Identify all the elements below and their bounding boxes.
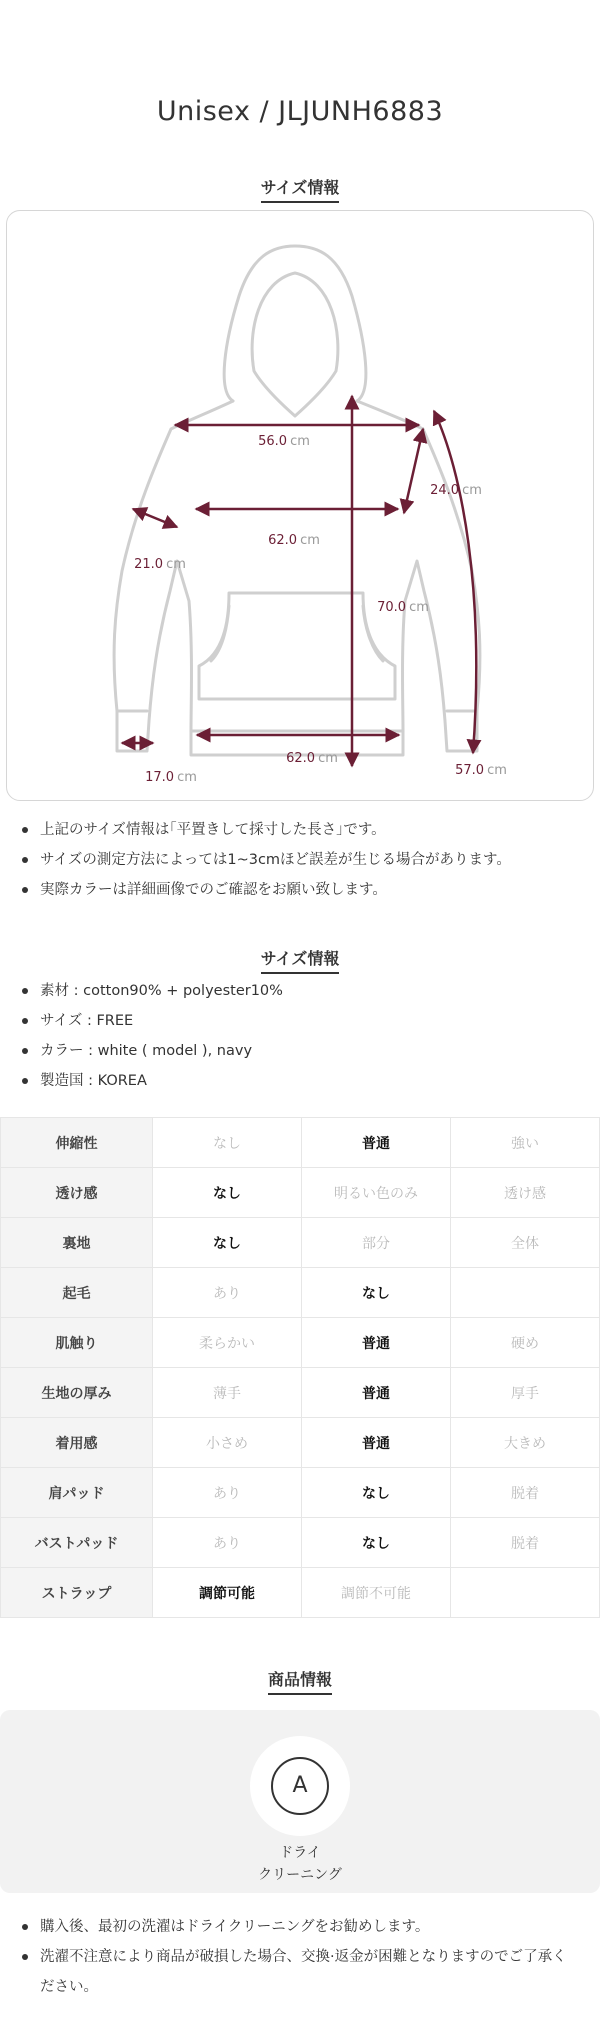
attribute-row (1, 1218, 600, 1268)
svg-text:17.0cm (145, 770, 197, 785)
attribute-row (1, 1268, 600, 1318)
unit-shoulder: cm (290, 434, 310, 449)
size-diagram (6, 210, 594, 801)
attribute-row (1, 1518, 600, 1568)
care-box (0, 1710, 600, 1893)
attribute-option-selected: なし (153, 1168, 302, 1218)
size-note: 上記のサイズ情報は｢平置きして採寸した長さ｣です。 (20, 815, 580, 845)
attribute-option: 大きめ (451, 1418, 600, 1468)
attribute-label: バストパッド (1, 1518, 153, 1568)
attribute-row (1, 1568, 600, 1618)
label-sleeve-length: 57.0 (455, 763, 485, 778)
attribute-option-selected: なし (302, 1518, 451, 1568)
label-shoulder: 56.0 (258, 434, 288, 449)
dry-clean-icon: A (271, 1757, 329, 1815)
care-symbol-circle (250, 1736, 350, 1836)
attribute-option: 部分 (302, 1218, 451, 1268)
label-cuff: 17.0 (145, 770, 175, 785)
label-chest: 62.0 (268, 533, 298, 548)
hoodie-outline (114, 246, 480, 755)
product-info-notes (20, 1912, 580, 2002)
svg-text:57.0cm (455, 763, 507, 778)
product-title: Unisex / JLJUNH6883 (156, 96, 444, 127)
attribute-option-selected: なし (302, 1468, 451, 1518)
product-info-heading (0, 1667, 600, 1695)
attribute-label: 着用感 (1, 1418, 153, 1468)
attribute-option: あり (153, 1268, 302, 1318)
unit-hem: cm (318, 751, 338, 766)
attribute-option-selected: なし (153, 1218, 302, 1268)
attribute-table (0, 1117, 600, 1618)
attribute-label: ストラップ (1, 1568, 153, 1618)
svg-text:62.0cm (268, 533, 320, 548)
attribute-option: 厚手 (451, 1368, 600, 1418)
attribute-option-selected: なし (302, 1268, 451, 1318)
label-length: 70.0 (377, 600, 407, 615)
size-note: 実際カラーは詳細画像でのご確認をお願い致します。 (20, 875, 580, 905)
attribute-label: 肌触り (1, 1318, 153, 1368)
attribute-option: 強い (451, 1118, 600, 1168)
svg-text:70.0cm (377, 600, 429, 615)
attribute-option: 柔らかい (153, 1318, 302, 1368)
label-sleeve-upper: 24.0 (430, 483, 460, 498)
svg-text:62.0cm (286, 751, 338, 766)
hoodie-diagram (7, 211, 595, 802)
attribute-option: 脱着 (451, 1518, 600, 1568)
attribute-row (1, 1418, 600, 1468)
attribute-label: 肩パッド (1, 1468, 153, 1518)
attribute-option: あり (153, 1518, 302, 1568)
attribute-option: 硬め (451, 1318, 600, 1368)
attribute-row (1, 1468, 600, 1518)
unit-cuff: cm (177, 770, 197, 785)
unit-armhole: cm (166, 557, 186, 572)
attribute-label: 生地の厚み (1, 1368, 153, 1418)
attribute-option: 全体 (451, 1218, 600, 1268)
attribute-option-selected: 普通 (302, 1418, 451, 1468)
spec-heading (0, 946, 600, 974)
spec-heading-text: サイズ情報 (261, 946, 340, 974)
label-armhole: 21.0 (134, 557, 164, 572)
attribute-option (451, 1568, 600, 1618)
attribute-option: なし (153, 1118, 302, 1168)
unit-length: cm (409, 600, 429, 615)
attribute-option-selected: 普通 (302, 1318, 451, 1368)
attribute-label: 裏地 (1, 1218, 153, 1268)
size-note: サイズの測定方法によっては1~3cmほど誤差が生じる場合があります。 (20, 845, 580, 875)
size-notes (20, 815, 580, 905)
size-info-heading (0, 175, 600, 203)
care-label: ドライ クリーニング (258, 1845, 342, 1883)
attribute-label: 起毛 (1, 1268, 153, 1318)
svg-text:56.0cm (258, 434, 310, 449)
svg-text:24.0cm (430, 483, 482, 498)
attribute-option: 小さめ (153, 1418, 302, 1468)
attribute-option: 薄手 (153, 1368, 302, 1418)
spec-item-size: サイズ : FREE (20, 1006, 580, 1036)
unit-chest: cm (300, 533, 320, 548)
attribute-row (1, 1368, 600, 1418)
spec-list (20, 976, 580, 1096)
size-info-heading-text: サイズ情報 (261, 175, 340, 203)
label-hem: 62.0 (286, 751, 316, 766)
attribute-label: 伸縮性 (1, 1118, 153, 1168)
attribute-option-selected: 普通 (302, 1118, 451, 1168)
attribute-option-selected: 普通 (302, 1368, 451, 1418)
attribute-option-selected: 調節可能 (153, 1568, 302, 1618)
attribute-row (1, 1118, 600, 1168)
attribute-option: 調節不可能 (302, 1568, 451, 1618)
attribute-option (451, 1268, 600, 1318)
product-info-heading-text: 商品情報 (268, 1667, 332, 1695)
attribute-label: 透け感 (1, 1168, 153, 1218)
spec-item-material: 素材 : cotton90% + polyester10% (20, 976, 580, 1006)
svg-text:21.0cm (134, 557, 186, 572)
spec-item-origin: 製造国 : KOREA (20, 1066, 580, 1096)
product-info-note: 洗濯不注意により商品が破損した場合、交換·返金が困難となりますのでご了承ください。 (20, 1942, 580, 2002)
spec-item-color: カラー : white ( model ), navy (20, 1036, 580, 1066)
attribute-option: 透け感 (451, 1168, 600, 1218)
unit-sleeve-length: cm (487, 763, 507, 778)
attribute-option: あり (153, 1468, 302, 1518)
attribute-row (1, 1318, 600, 1368)
attribute-row (1, 1168, 600, 1218)
unit-sleeve-upper: cm (462, 483, 482, 498)
product-info-note: 購入後、最初の洗濯はドライクリーニングをお勧めします。 (20, 1912, 580, 1942)
attribute-option: 脱着 (451, 1468, 600, 1518)
attribute-option: 明るい色のみ (302, 1168, 451, 1218)
